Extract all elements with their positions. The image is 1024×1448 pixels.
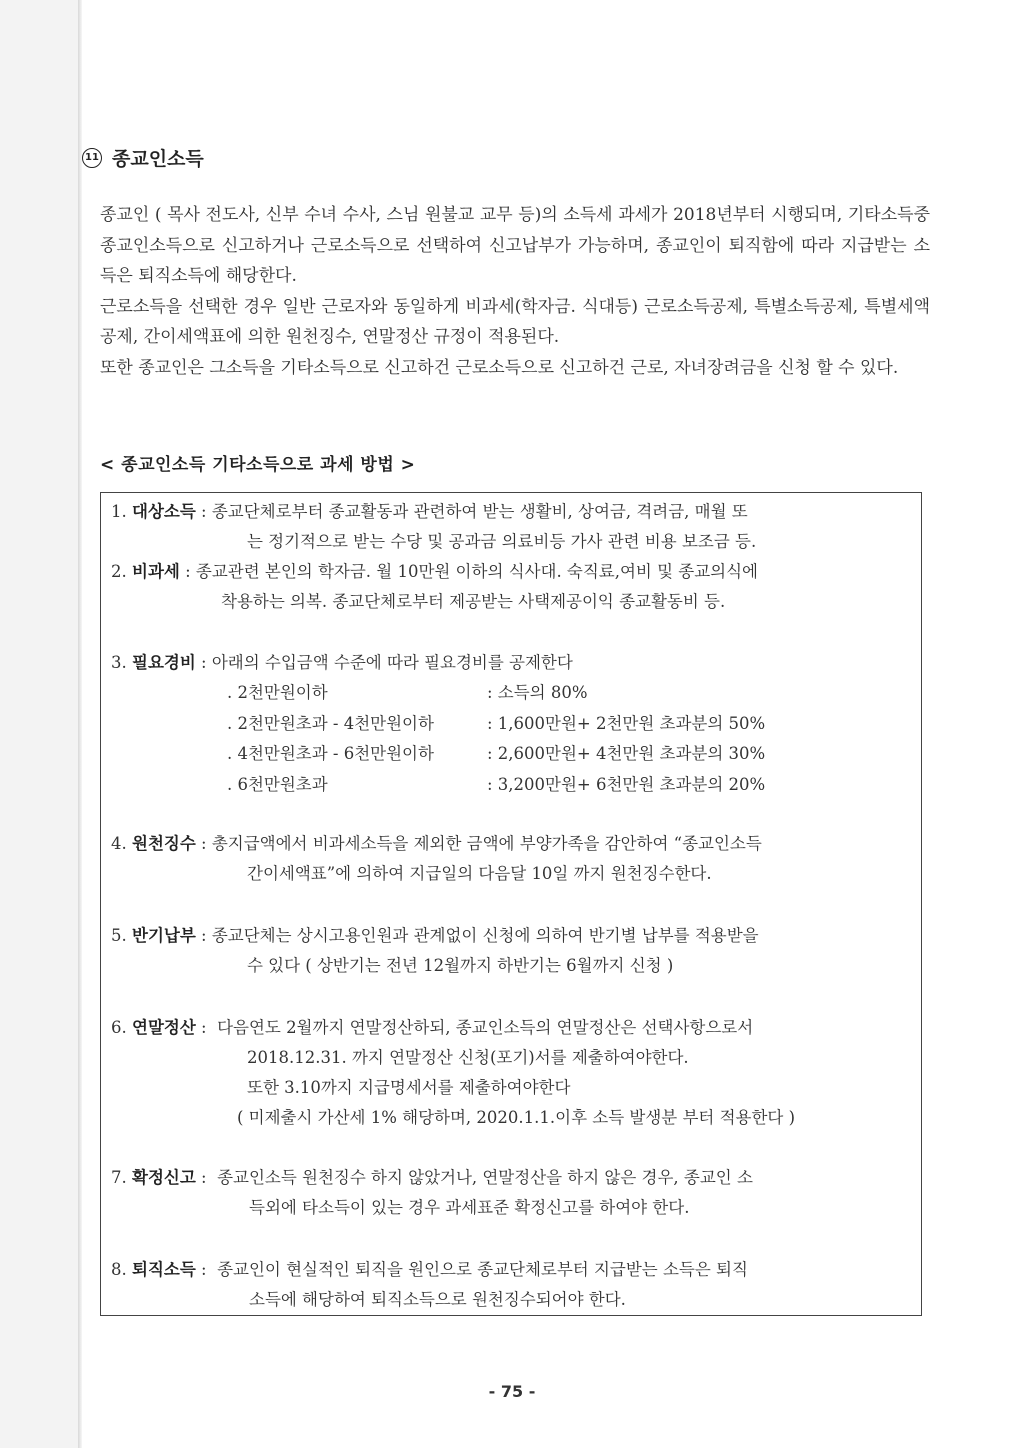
item-final-return (111, 1163, 913, 1223)
item-target-income (111, 497, 913, 557)
item-text: 소득에 해당하여 퇴직소득으로 원천징수되어야 한다. (249, 1290, 626, 1309)
item-text: 또한 3.10까지 지급명세서를 제출하여야한다 (247, 1078, 571, 1097)
tier-row: . 2천만원이하 : 소득의 80% (227, 683, 588, 702)
item-text: 아래의 수입금액 수준에 따라 필요경비를 공제한다 (211, 653, 573, 672)
item-text: ( 미제출시 가산세 1% 해당하며, 2020.1.1.이후 소득 발생분 부터 적용한다 ) (237, 1108, 796, 1127)
item-label: 8. 퇴직소득 : (111, 1260, 218, 1279)
tier-row: . 6천만원초과 : 3,200만원+ 6천만원 초과분의 20% (227, 774, 766, 794)
item-year-end-settlement (111, 1013, 913, 1133)
item-withholding (111, 829, 913, 889)
tier-row: . 4천만원초과 - 6천만원이하 : 2,600만원+ 4천만원 초과분의 30% (227, 744, 766, 763)
item-text: 수 있다 ( 상반기는 전년 12월까지 하반기는 6월까지 신청 ) (247, 956, 674, 975)
intro-paragraph: 종교인 ( 목사 전도사, 신부 수녀 수사, 스님 원불교 교무 등)의 소득세 과세가 2018년부터 시행되며, 기타소득중 종교인소득으로 신고하거나 근로소득으로 선택하여 신고납부가 가능하며, 종교인이 퇴직함에 따라 지급받는 소득은 퇴직소득에 해당한다. (100, 205, 930, 286)
item-text: 2018.12.31. 까지 연말정산 신청(포기)서를 제출하여야한다. (247, 1048, 689, 1067)
expense-tiers (111, 678, 913, 800)
item-label: 7. 확정신고 : (111, 1168, 218, 1187)
item-text: 는 정기적으로 받는 수당 및 공과금 의료비등 가사 관련 비용 보조금 등. (247, 532, 757, 551)
item-label: 4. 원천징수 : (111, 834, 212, 853)
item-label: 1. 대상소득 : (111, 502, 212, 521)
item-text: 종교단체는 상시고용인원과 관계없이 신청에 의하여 반기별 납부를 적용받을 (211, 926, 759, 945)
intro-paragraph: 근로소득을 선택한 경우 일반 근로자와 동일하게 비과세(학자금. 식대등) 근로소득공제, 특별소득공제, 특별세액공제, 간이세액표에 의한 원천징수, 연말정산 규정이 적용된다. (100, 296, 930, 347)
page-number: - 75 - (488, 1382, 536, 1401)
method-box (100, 492, 922, 1316)
item-text: 종교인이 현실적인 퇴직을 원인으로 종교단체로부터 지급받는 소득은 퇴직 (217, 1260, 748, 1279)
item-label: 2. 비과세 : (111, 562, 196, 581)
item-text: 간이세액표”에 의하여 지급일의 다음달 10일 까지 원천징수한다. (247, 864, 712, 883)
item-text: 종교단체로부터 종교활동과 관련하여 받는 생활비, 상여금, 격려금, 매월 또 (211, 502, 748, 521)
item-text: 득외에 타소득이 있는 경우 과세표준 확정신고를 하여야 한다. (249, 1198, 690, 1217)
item-label: 3. 필요경비 : (111, 653, 212, 672)
item-nontaxable (111, 557, 913, 617)
item-necessary-expenses (111, 648, 913, 800)
section-title (82, 144, 204, 171)
section-title-text: 종교인소득 (112, 148, 204, 170)
intro-paragraph: 또한 종교인은 그소득을 기타소득으로 신고하건 근로소득으로 신고하건 근로, 자녀장려금을 신청 할 수 있다. (100, 357, 899, 378)
item-retirement-income (111, 1255, 913, 1315)
item-label: 6. 연말정산 : (111, 1018, 218, 1037)
item-text: 종교관련 본인의 학자금. 월 10만원 이하의 식사대. 숙직료,여비 및 종교의식에 (195, 562, 758, 581)
item-text: 착용하는 의복. 종교단체로부터 제공받는 사택제공이익 종교활동비 등. (221, 592, 726, 611)
item-text: 종교인소득 원천징수 하지 않았거나, 연말정산을 하지 않은 경우, 종교인 소 (217, 1168, 753, 1187)
method-heading: < 종교인소득 기타소득으로 과세 방법 > (100, 455, 416, 475)
item-label: 5. 반기납부 : (111, 926, 212, 945)
item-text: 총지급액에서 비과세소득을 제외한 금액에 부양가족을 감안하여 “종교인소득 (211, 834, 762, 853)
tier-row: . 2천만원초과 - 4천만원이하 : 1,600만원+ 2천만원 초과분의 50% (227, 713, 766, 733)
intro-text (100, 200, 930, 383)
item-text: 다음연도 2월까지 연말정산하되, 종교인소득의 연말정산은 선택사항으로서 (217, 1018, 754, 1037)
section-number: 11 (82, 148, 102, 168)
item-semiannual-payment (111, 921, 913, 981)
